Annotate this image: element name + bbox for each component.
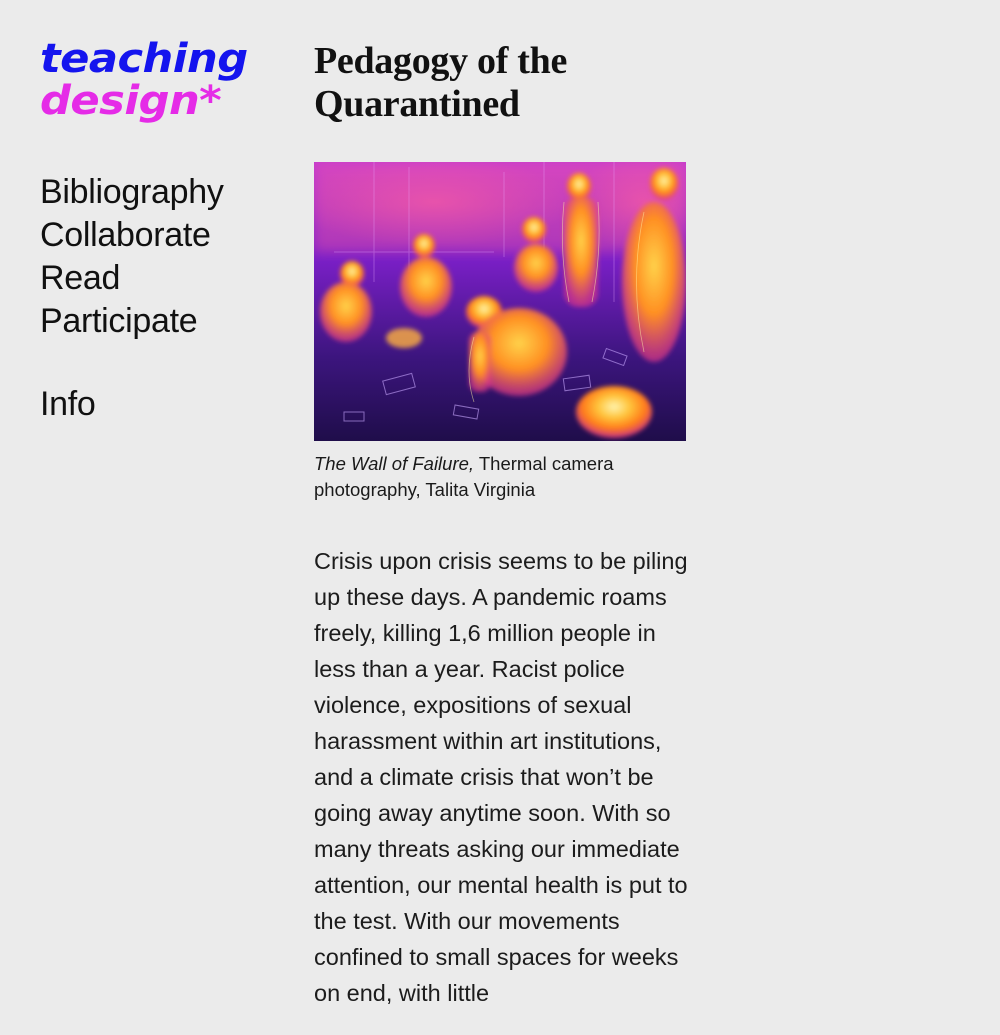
article	[314, 40, 694, 1035]
caption-work-title: The Wall of Failure,	[314, 453, 475, 474]
nav-link-bibliography[interactable]: Bibliography	[40, 173, 224, 211]
logo-text-teaching: teaching	[40, 36, 248, 82]
article-title: Pedagogy of the Quarantined	[314, 40, 568, 125]
image-caption	[314, 451, 686, 503]
nav-link-info[interactable]: Info	[40, 385, 96, 423]
main-nav	[40, 171, 224, 426]
site-logo[interactable]	[40, 38, 290, 130]
thermal-photo-image	[314, 162, 686, 441]
article-body: Crisis upon crisis seems to be piling up these days. A pandemic roams freely, killing 1,6 million people in less than a year. Racist police violence, expositions of sexual harassment within art institutions, and a climate crisis that won’t be going away anytime soon. With so many threats asking our immediate attention, our mental health is put to the test. With our movements confined to small spaces for weeks on end, with little	[314, 548, 688, 1006]
logo-text-design: design*	[40, 78, 222, 124]
article-figure	[314, 162, 686, 503]
nav-link-participate[interactable]: Participate	[40, 302, 198, 340]
nav-spacer	[40, 343, 224, 383]
nav-link-collaborate[interactable]: Collaborate	[40, 216, 211, 254]
nav-link-read[interactable]: Read	[40, 259, 121, 297]
caption-credit: Thermal camera photography, Talita Virginia	[314, 453, 614, 500]
